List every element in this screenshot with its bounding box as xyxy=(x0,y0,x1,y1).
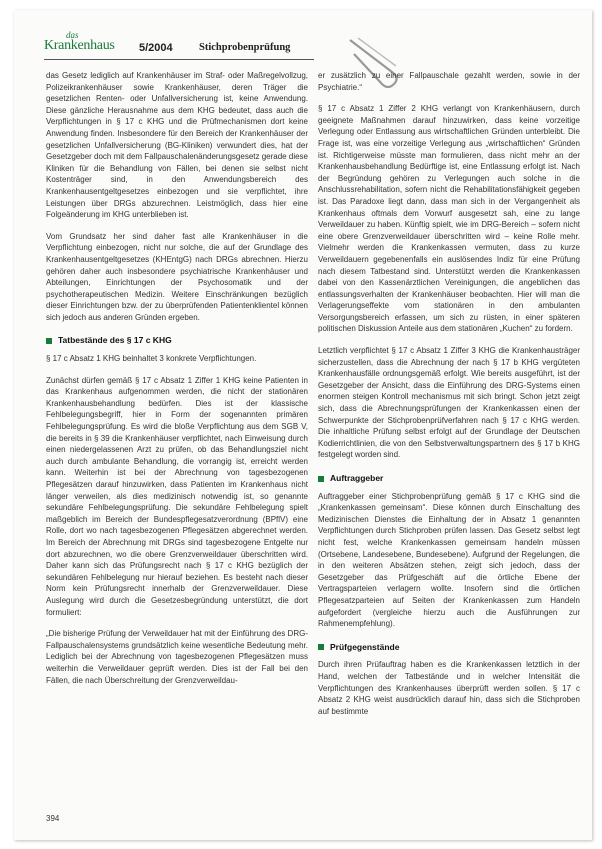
subheading xyxy=(318,473,580,485)
journal-logo xyxy=(44,32,124,60)
square-bullet-icon xyxy=(318,644,324,650)
square-bullet-icon xyxy=(46,338,52,344)
subheading-text: Prüfgegenstände xyxy=(330,641,400,652)
paragraph: Auftraggeber einer Stichprobenprüfung gemäß § 17 c KHG sind die „Krankenkassen gemeinsam“. Diese können durch Einschaltung des Medizinischen Dienstes die Einhaltung der in Absatz 1 genannten Verpflichtungen durch Stichproben prüfen lassen. Das Gesetz selbst legt nicht fest, welche Krankenkassen gemeinsam handeln müssen (Ortsebene, Landesebene, Bundesebene). Aufgrund der Regelungen, die in den weiteren Absätzen stehen, zeigt sich jedoch, dass der Gesetzgeber das Prüfgeschäft auf die örtliche Ebene der Vertragsparteien verlagern wollte. Insofern sind die örtlichen Pflegesatzparteien auf Seiten der Krankenkassen zum Handeln aufgefordert (vergleiche hierzu auch die Ausführungen zur Rahmenempfehlung). xyxy=(318,491,580,629)
left-column xyxy=(46,70,308,696)
subheading xyxy=(46,335,308,347)
subheading-text: Tatbestände des § 17 c KHG xyxy=(58,335,172,346)
section-title: Stichprobenprüfung xyxy=(199,42,291,53)
square-bullet-icon xyxy=(318,476,324,482)
right-column xyxy=(318,70,580,727)
document-page xyxy=(14,10,592,840)
page-number: 394 xyxy=(46,814,60,823)
paragraph: Zunächst dürfen gemäß § 17 c Absatz 1 Ziffer 1 KHG keine Patienten in das Krankenhaus aufgenommen werden, die nicht der stationären Krankenhausbehandlung bedürfen. Dies ist der klassische Fehlbelegungsbegriff, hier in Form der sogenannten primären Fehlbelegungsprüfung. Es wird die bloße Verpflichtung aus dem SGB V, die bereits in § 39 die Krankenhäuser verpflichtet, nach Einweisung durch einen niedergelassenen Arzt zu prüfen, ob das Behandlungsziel nicht auch durch ambulante Behandlung, die vorrangig ist, erreicht werden kann. Weiterhin ist bei der Abrechnung von tagesbezogenen Pflegesätzen darauf hinzuwirken, dass Patienten im Krankenhaus nicht länger verweilen, als dies medizinisch notwendig ist, so genannte sekundäre Fehlbelegungsprüfung. Die sekundäre Fehlbelegung spielt maßgeblich im Bereich der Bundespflegesatzverordnung (BPflV) eine Rolle, dort wo nach tagesbezogenen Pflegesätzen abgerechnet werden. Im Bereich der Abrechnung mit DRGs sind tagesbezogene Entgelte nur dort abzurechnen, wo die obere Grenzverweildauer überschritten wird. Daher kann sich das Prüfungsrecht nach § 17 c KHG bezüglich der sekundären Fehlbelegung nur hierauf beziehen. Es besteht nach dieser Norm kein Prüfungsrecht innerhalb der Grenzverweildauer. Diese Auslegung wird durch die Gesetzesbegründung unterstützt, die dort formuliert: xyxy=(46,375,308,617)
paragraph: das Gesetz lediglich auf Krankenhäuser im Straf- oder Maßregelvollzug, Polizeikrankenhäuser sowie Krankenhäuser, deren Träger die gesetzlichen Renten- oder Unfallversicherung ist, keine Anwendung. Diese gänzliche Herausnahme aus dem KHG bedeutet, dass auch die Verpflichtungen in § 17 c KHG und die Prüfmechanismen dort keine Anwendung finden. Insbesondere für den Bereich der Krankenhäuser der gesetzlichen Unfallversicherung (BG-Kliniken) verwundert dies, hat der Gesetzgeber doch mit dem Fallpauschalenänderungsgesetz gerade diese Kliniken für die Behandlung von Fällen, bei denen sie selbst nicht Kostenträger sind, in den Anwendungsbereich des Krankenhausentgeltgesetzes einbezogen und sie verpflichtet, ihre Leistungen über DRGs abzurechnen. Leistmöglich, dass hier eine Folgeänderung im KHG unterblieben ist. xyxy=(46,71,308,220)
paragraph: § 17 c Absatz 1 KHG beinhaltet 3 konkrete Verpflichtungen. xyxy=(46,354,257,364)
paragraph: § 17 c Absatz 1 Ziffer 2 KHG verlangt von Krankenhäusern, durch geeignete Maßnahmen darauf hinzuwirken, dass keine vorzeitige Verlegung oder Entlassung aus wirtschaftlichen Gründen unterbleibt. Die Frage ist, was eine vorzeitige Verlegung aus „wirtschaftlichen“ Gründen ist. Richtigerweise müsste man formulieren, dass nicht mehr an der Krankenhausbehandlung Bedürftige ist, eine Entlassung erfolgt ist. Nach der Begründung gehören zu Verlegungen auch solche in die Anschlussrehabilitation, sofern nicht die Rehabilitationsfähigkeit gegeben ist. Das Paradoxe liegt dann, dass man sich in der Vergangenheit als Krankenhaus oftmals dem Vorwurf ausgesetzt sah, eine zu lange Verweildauer zu haben. Künftig spielt, wie im DRG-Bereich – sofern nicht eine obere Grenzverweildauer überschritten wird – keine Rolle mehr. Vielmehr werden die Krankenkassen vermuten, dass zu kurze Verweildauern gegebenenfalls ein auslösendes Indiz für eine Prüfung nach diesem Tatbestand sind. Unterstützt werden die Krankenkassen dabei von den Kassenärztlichen Vereinigungen, die angeblichen das entlassungsverhalten der Krankenhäuser beobachten. Hier will man die Verlagerungseffekte vom stationären in den ambulanten Versorgungsbereich erfassen, um sich zu rüsten, in einer späteren politischen Diskussion Anteile aus dem stationären „Kuchen“ zu fordern. xyxy=(318,104,580,334)
paragraph: er zusätzlich zu einer Fallpauschale gezahlt werden, sowie in der Psychiatrie.“ xyxy=(318,71,580,92)
header-rule xyxy=(44,59,314,60)
logo-das: das xyxy=(66,30,79,40)
subheading-text: Auftraggeber xyxy=(330,473,384,483)
paragraph: Vom Grundsatz her sind daher fast alle Krankenhäuser in die Verpflichtung einbezogen, nicht nur solche, die auf der Grundlage des Krankenhausentgeltgesetzes (KHEntgG) nach DRGs abrechnen. Hierzu gehören daher auch insbesondere psychiatrische Krankenhäuser und Abteilungen, Einrichtungen der Psychosomatik und der psychotherapeutischen Medizin. Weitere Einschränkungen bezüglich dieser Einrichtungen bzw. der zu überprüfenden Patientenklientel können sich jedoch aus anderen Gründen ergeben. xyxy=(46,231,308,322)
paragraph: Durch ihren Prüfauftrag haben es die Krankenkassen letztlich in der Hand, welchen der Tatbestände und in welcher Intensität die Verpflichtungen des Krankenhauses überprüft werden sollen. § 17 c Absatz 2 KHG weist ausdrücklich darauf hin, dass sich die Stichproben auf bestimmte xyxy=(318,660,580,716)
logo-krankenhaus: Krankenhaus xyxy=(44,38,115,53)
page-header xyxy=(44,32,564,60)
issue-number: 5/2004 xyxy=(139,42,173,54)
paragraph: Letztlich verpflichtet § 17 c Absatz 1 Ziffer 3 KHG die Krankenhausträger sicherzustellen, dass die Abrechnung der nach § 17 b KHG vergüteten Krankenhausfälle ordnungsgemäß erfolgt. Wie bereits ausgeführt, ist der Gesetzgeber der Ansicht, dass die Einführung des DRG-Systems einen enormen steigen Kontroll mechanismus mit sich bringt. Schon jetzt zeigt sich, dass die Abrechnungsprüfungen der Krankenkassen einen der Schwerpunkte der Stichprobenprüfverfahren nach § 17 c KHG werden. Die inhaltliche Prüfung selbst erfolgt auf der Grundlage der Deutschen Kodierrichtlinien, die von den Selbstverwaltungspartnern des § 17 b KHG festgelegt worden sind. xyxy=(318,346,580,460)
subheading xyxy=(318,642,580,654)
paragraph: „Die bisherige Prüfung der Verweildauer hat mit der Einführung des DRG-Fallpauschalensystems grundsätzlich keine wesentliche Bedeutung mehr. Lediglich bei der Abrechnung von tagesbezogenen Pflegesätzen muss weiterhin die Verweildauer geprüft werden. Dies ist der Fall bei den Fällen, die nach Überschreitung der Grenzverweildau- xyxy=(46,629,308,685)
